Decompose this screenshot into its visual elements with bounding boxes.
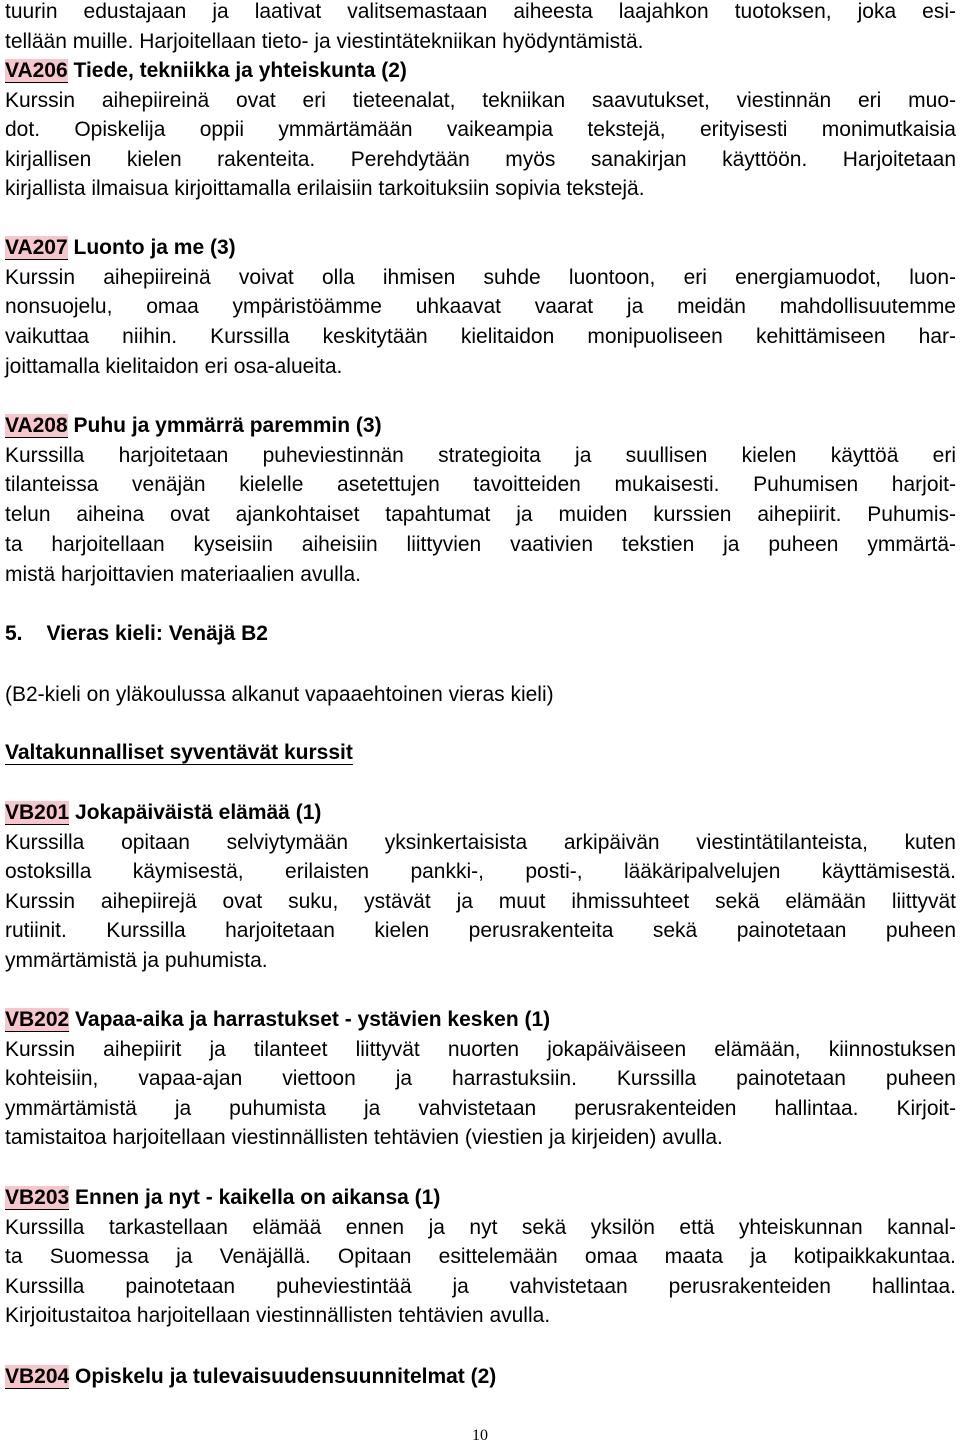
course-heading-vb204 bbox=[5, 1362, 956, 1392]
course-code: VB203 bbox=[5, 1186, 70, 1209]
course-text-line: Kurssilla opitaan selviytymään yksinkertaisista arkipäivän viestintätilanteista, kuten bbox=[5, 831, 956, 854]
course-title: Jokapäiväistä elämää (1) bbox=[69, 801, 322, 824]
course-text-line: Kurssin aihepiirit ja tilanteet liittyvät nuorten jokapäiväiseen elämään, kiinnostuksen bbox=[5, 1038, 956, 1061]
course-text-line: telun aiheina ovat ajankohtaiset tapahtumat ja muiden kurssien aihepiirit. Puhumis- bbox=[5, 503, 956, 526]
page-number: 10 bbox=[472, 1427, 488, 1444]
course-code: VB202 bbox=[5, 1008, 70, 1031]
course-heading-va208 bbox=[5, 411, 956, 441]
course-text-line: tilanteissa venäjän kielelle asetettujen tavoitteiden mukaisesti. Puhumisen harjoit- bbox=[5, 473, 956, 496]
course-heading-vb203 bbox=[5, 1183, 956, 1213]
course-code: VA206 bbox=[5, 59, 68, 82]
course-text-line: kirjallista ilmaisua kirjoittamalla erilaisiin tarkoituksiin sopivia tekstejä. bbox=[5, 177, 645, 200]
course-heading-vb202 bbox=[5, 1005, 956, 1035]
course-text-line: vaikuttaa niihin. Kurssilla keskitytään kielitaidon monipuoliseen kehittämiseen har- bbox=[5, 325, 956, 348]
course-code: VA208 bbox=[5, 414, 68, 437]
course-text-line: ta Suomessa ja Venäjällä. Opitaan esittelemään omaa maata ja kotipaikkakuntaa. bbox=[5, 1245, 956, 1268]
section-title: Vieras kieli: Venäjä B2 bbox=[46, 622, 268, 645]
course-text-line: Kurssilla tarkastellaan elämää ennen ja nyt sekä yksilön että yhteiskunnan kannal- bbox=[5, 1216, 956, 1239]
course-code: VA207 bbox=[5, 236, 68, 259]
course-text-line: Kurssin aihepiireinä voivat olla ihmisen suhde luontoon, eri energiamuodot, luon- bbox=[5, 266, 956, 289]
course-text-line: Kurssin aihepiirejä ovat suku, ystävät ja muut ihmissuhteet sekä elämään liittyvät bbox=[5, 890, 956, 913]
section-heading bbox=[5, 619, 956, 649]
course-text-line: ymmärtämistä ja puhumista. bbox=[5, 949, 268, 972]
course-title: Ennen ja nyt - kaikella on aikansa (1) bbox=[69, 1186, 441, 1209]
course-heading-vb201 bbox=[5, 798, 956, 828]
course-title: Luonto ja me (3) bbox=[67, 236, 236, 259]
course-text-line: tamistaitoa harjoitellaan viestinnällisten tehtävien (viestien ja kirjeiden) avulla. bbox=[5, 1126, 723, 1149]
course-text-line: kirjallisen kielen rakenteita. Perehdytään myös sanakirjan käyttöön. Harjoitetaan bbox=[5, 148, 956, 171]
course-text-line: ta harjoitellaan kyseisiin aiheisiin liittyvien vaativien tekstien ja puheen ymmärtä- bbox=[5, 533, 956, 556]
section-note: (B2-kieli on yläkoulussa alkanut vapaaehtoinen vieras kieli) bbox=[5, 683, 554, 706]
course-text-line: nonsuojelu, omaa ympäristöämme uhkaavat vaarat ja meidän mahdollisuutemme bbox=[5, 295, 956, 318]
course-text-line: joittamalla kielitaidon eri osa-alueita. bbox=[5, 355, 343, 378]
course-text-line: ostoksilla käymisestä, erilaisten pankki-, posti-, lääkäripalvelujen käyttämisestä. bbox=[5, 860, 956, 883]
course-text-line: dot. Opiskelija oppii ymmärtämään vaikeampia tekstejä, erityisesti monimutkaisia bbox=[5, 118, 956, 141]
course-heading-va207 bbox=[5, 233, 956, 263]
course-text-line: rutiinit. Kurssilla harjoitetaan kielen perusrakenteita sekä painotetaan puheen bbox=[5, 919, 956, 942]
course-text-line: kohteisiin, vapaa-ajan viettoon ja harrastuksiin. Kurssilla painotetaan puheen bbox=[5, 1067, 956, 1090]
course-text-line: Kirjoitustaitoa harjoitellaan viestinnällisten tehtävien avulla. bbox=[5, 1304, 551, 1327]
course-text-line: Kurssilla harjoitetaan puheviestinnän strategioita ja suullisen kielen käyttöä eri bbox=[5, 444, 956, 467]
course-text-line: mistä harjoittavien materiaalien avulla. bbox=[5, 563, 362, 586]
subsection-title: Valtakunnalliset syventävät kurssit bbox=[5, 741, 353, 764]
course-text-line: Kurssin aihepiireinä ovat eri tieteenalat, tekniikan saavutukset, viestinnän eri muo- bbox=[5, 89, 956, 112]
intro-line: tellään muille. Harjoitellaan tieto- ja viestintätekniikan hyödyntämistä. bbox=[5, 30, 644, 53]
course-title: Vapaa-aika ja harrastukset - ystävien kesken (1) bbox=[69, 1008, 551, 1031]
course-text-line: Kurssilla painotetaan puheviestintää ja vahvistetaan perusrakenteiden hallintaa. bbox=[5, 1275, 956, 1298]
course-title: Puhu ja ymmärrä paremmin (3) bbox=[67, 414, 382, 437]
course-title: Opiskelu ja tulevaisuudensuunnitelmat (2) bbox=[69, 1365, 497, 1388]
course-text-line: ymmärtämistä ja puhumista ja vahvistetaan perusrakenteiden hallintaa. Kirjoit- bbox=[5, 1097, 956, 1120]
course-code: VB204 bbox=[5, 1365, 70, 1388]
course-code: VB201 bbox=[5, 801, 70, 824]
section-number: 5. bbox=[5, 622, 23, 645]
intro-line: tuurin edustajaan ja laativat valitsemastaan aiheesta laajahkon tuotoksen, joka esi- bbox=[5, 0, 956, 23]
course-title: Tiede, tekniikka ja yhteiskunta (2) bbox=[67, 59, 407, 82]
course-heading-va206 bbox=[5, 56, 956, 86]
